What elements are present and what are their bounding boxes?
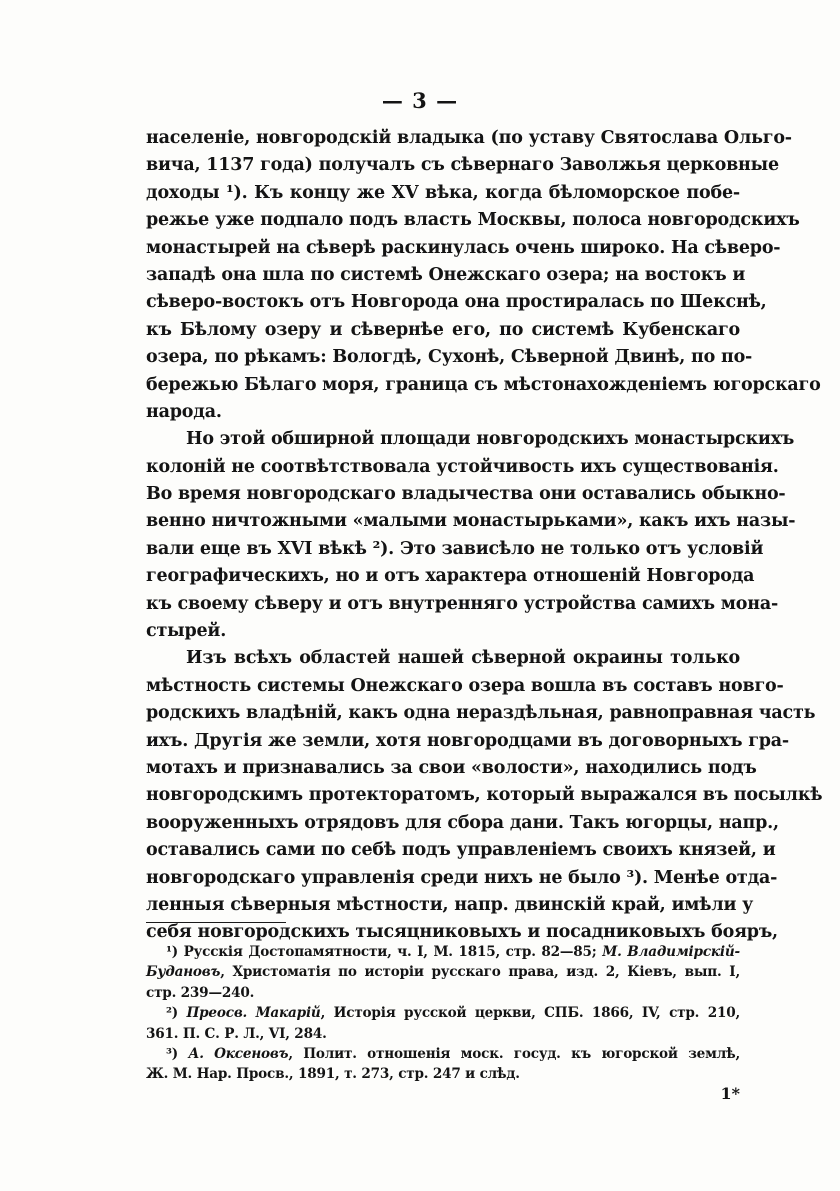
text-line: ленныя сѣверныя мѣстности, напр. двинскій край, имѣли у <box>146 894 754 915</box>
footnote-author: А. Оксеновъ <box>188 1045 289 1062</box>
text-line: озера, по рѣкамъ: Вологдѣ, Сухонѣ, Сѣверной Двинѣ, по по- <box>146 347 753 368</box>
text-line: доходы ¹). Къ концу же XV вѣка, когда бѣломорское побе- <box>146 182 740 203</box>
footnote-text: , Христоматія по исторіи русскаго права, изд. 2, Кіевъ, вып. I, <box>220 964 740 981</box>
main-text <box>146 125 823 947</box>
footnote-1-cont <box>146 962 740 982</box>
text-line: венно ничтожными «малыми монастырьками», какъ ихъ назы- <box>146 511 796 532</box>
footnote-author: Преосв. Макарій <box>186 1005 321 1022</box>
text-line: вали еще въ XVI вѣкѣ ²). Это зависѣло не только отъ условій <box>146 538 764 559</box>
text-line: къ своему сѣверу и отъ внутренняго устройства самихъ мона- <box>146 593 779 614</box>
text-line: къ Бѣлому озеру и сѣвернѣе его, по системѣ Кубенскаго <box>146 319 740 340</box>
text-line: вооруженныхъ отрядовъ для сбора дани. Такъ югорцы, напр., <box>146 812 779 833</box>
footnote-2 <box>146 1003 740 1023</box>
text-line: оставались сами по себѣ подъ управленіемъ своихъ князей, и <box>146 840 776 861</box>
footnote-1-end: стр. 239—240. <box>146 984 255 1001</box>
footnote-separator <box>146 922 286 923</box>
footnote-text: ²) <box>166 1005 187 1022</box>
text-line: Во время новгородскаго владычества они оставались обыкно- <box>146 484 786 505</box>
footnote-author: Будановъ <box>146 964 221 981</box>
page-number: — 3 — <box>381 88 459 113</box>
text-line: географическихъ, но и отъ характера отношеній Новгорода <box>146 566 755 587</box>
footnote-1 <box>146 942 740 962</box>
text-line: населеніе, новгородскій владыка (по уставу Святослава Ольго- <box>146 128 792 148</box>
paragraph-start: Но этой обширной площади новгородскихъ монастырскихъ <box>186 429 795 450</box>
footnote-text: ³) <box>166 1045 189 1062</box>
footnote-author: М. Владимірскій- <box>602 944 740 960</box>
text-line: ихъ. Другія же земли, хотя новгородцами въ договорныхъ гра- <box>146 730 789 751</box>
text-line: колоній не соотвѣтствовала устойчивость ихъ существованія. <box>146 456 779 477</box>
signature-mark: 1* <box>720 1084 740 1103</box>
text-line: мотахъ и признавались за свои «волости», находились подъ <box>146 757 757 778</box>
footnote-text: ¹) Русскія Достопамятности, ч. I, М. 1815, стр. 82—85; <box>166 944 603 960</box>
text-line: сѣверо-востокъ отъ Новгорода она простиралась по Шекснѣ, <box>146 292 767 313</box>
footnote-text: , Полит. отношенія моск. госуд. къ югорской землѣ, <box>288 1045 740 1062</box>
paragraph-start: Изъ всѣхъ областей нашей сѣверной окраины только <box>186 648 740 669</box>
text-line: родскихъ владѣній, какъ одна нераздѣльная, равноправная часть <box>146 703 816 724</box>
text-line: народа. <box>146 401 222 422</box>
text-line: мѣстность системы Онежскаго озера вошла въ составъ новго- <box>146 675 784 696</box>
footnote-3-end: Ж. М. Нар. Просв., 1891, т. 273, стр. 247 и слѣд. <box>146 1066 520 1083</box>
text-line: вича, 1137 года) получалъ съ сѣвернаго Заволжья церковные <box>146 155 779 176</box>
text-line: западѣ она шла по системѣ Онежскаго озера; на востокъ и <box>146 264 746 285</box>
text-line: новгородскаго управленія среди нихъ не было ³). Менѣе отда- <box>146 867 778 888</box>
footnote-text: , Исторія русской церкви, СПБ. 1866, IV, стр. 210, <box>320 1005 741 1022</box>
text-line: бережью Бѣлаго моря, граница съ мѣстонахожденіемъ югорскаго <box>146 374 821 395</box>
text-line: режье уже подпало подъ власть Москвы, полоса новгородскихъ <box>146 210 800 231</box>
text-line: новгородскимъ протекторатомъ, который выражался въ посылкѣ <box>146 785 823 806</box>
footnote-2-end: 361. П. С. Р. Л., VI, 284. <box>146 1025 327 1042</box>
text-line: монастырей на сѣверѣ раскинулась очень широко. На сѣверо- <box>146 237 781 258</box>
text-line: стырей. <box>146 621 227 642</box>
footnotes <box>146 942 740 1085</box>
text-line: себя новгородскихъ тысяцниковыхъ и посадниковыхъ бояръ, <box>146 922 778 943</box>
footnote-3 <box>146 1044 740 1064</box>
